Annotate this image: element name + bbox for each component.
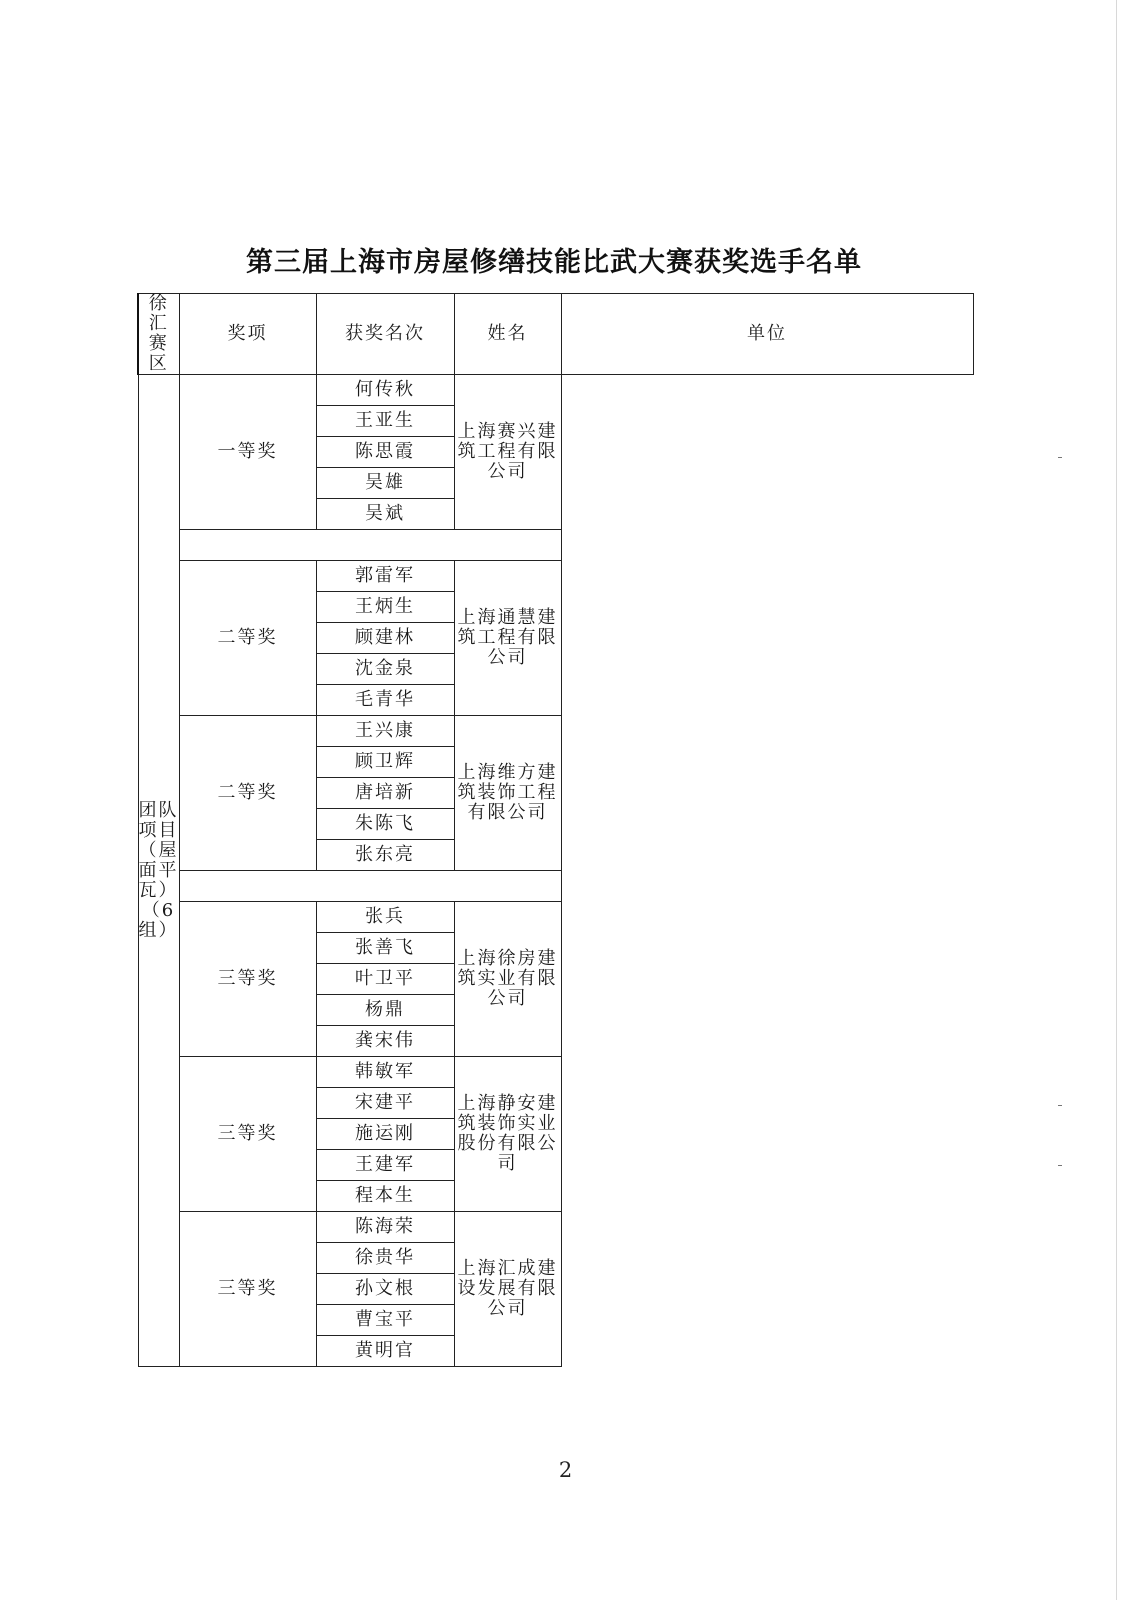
member-name-cell: 叶卫平 <box>316 964 454 995</box>
table-row <box>138 561 973 592</box>
header-name: 姓名 <box>454 294 561 375</box>
member-name-cell: 何传秋 <box>316 375 454 406</box>
unit-cell: 上海维方建筑装饰工程有限公司 <box>454 716 561 871</box>
member-name-cell: 龚宋伟 <box>316 1026 454 1057</box>
rank-cell: 一等奖 <box>179 375 316 530</box>
table-row <box>138 1057 973 1088</box>
member-name-cell: 宋建平 <box>316 1088 454 1119</box>
rank-cell: 二等奖 <box>179 561 316 716</box>
member-name-cell: 王建军 <box>316 1150 454 1181</box>
member-name-cell: 毛青华 <box>316 685 454 716</box>
header-category: 奖项 <box>179 294 316 375</box>
member-name-cell: 王亚生 <box>316 406 454 437</box>
member-name-cell: 施运刚 <box>316 1119 454 1150</box>
unit-cell: 上海赛兴建筑工程有限公司 <box>454 375 561 530</box>
scan-mark <box>1058 1165 1062 1166</box>
member-name-cell: 郭雷军 <box>316 561 454 592</box>
rank-cell: 三等奖 <box>179 1212 316 1367</box>
rank-cell: 二等奖 <box>179 716 316 871</box>
unit-cell: 上海汇成建设发展有限公司 <box>454 1212 561 1367</box>
member-name-cell: 张东亮 <box>316 840 454 871</box>
member-name-cell: 吴雄 <box>316 468 454 499</box>
event-item-cell: 团队项目 （屋面平 瓦） （6组） <box>138 375 179 1367</box>
table-row <box>138 1212 973 1243</box>
member-name-cell: 朱陈飞 <box>316 809 454 840</box>
member-name-cell: 杨鼎 <box>316 995 454 1026</box>
member-name-cell: 孙文根 <box>316 1274 454 1305</box>
header-rank: 获奖名次 <box>316 294 454 375</box>
member-name-cell: 唐培新 <box>316 778 454 809</box>
member-name-cell: 徐贵华 <box>316 1243 454 1274</box>
separator-cell <box>179 871 561 902</box>
member-name-cell: 张兵 <box>316 902 454 933</box>
separator-row <box>138 871 973 902</box>
member-name-cell: 陈思霞 <box>316 437 454 468</box>
member-name-cell: 程本生 <box>316 1181 454 1212</box>
award-table <box>137 293 974 1367</box>
header-unit: 单位 <box>561 294 973 375</box>
unit-cell: 上海通慧建筑工程有限公司 <box>454 561 561 716</box>
team-rows <box>138 375 973 1367</box>
separator-row <box>138 530 973 561</box>
page-edge-line <box>1116 0 1117 1600</box>
page-number: 2 <box>558 1458 573 1482</box>
member-name-cell: 沈金泉 <box>316 654 454 685</box>
rank-cell: 三等奖 <box>179 902 316 1057</box>
member-name-cell: 吴斌 <box>316 499 454 530</box>
scan-mark <box>1058 1105 1062 1106</box>
page-title: 第三届上海市房屋修缮技能比武大赛获奖选手名单 <box>246 247 862 278</box>
separator-cell <box>179 530 561 561</box>
header-row <box>138 294 973 375</box>
member-name-cell: 张善飞 <box>316 933 454 964</box>
member-name-cell: 陈海荣 <box>316 1212 454 1243</box>
table-row <box>138 902 973 933</box>
member-name-cell: 王兴康 <box>316 716 454 747</box>
region-cell: 徐 汇 赛 区 <box>138 294 179 375</box>
unit-cell: 上海静安建筑装饰实业股份有限公司 <box>454 1057 561 1212</box>
member-name-cell: 顾卫辉 <box>316 747 454 778</box>
rank-cell: 三等奖 <box>179 1057 316 1212</box>
member-name-cell: 黄明官 <box>316 1336 454 1367</box>
member-name-cell: 王炳生 <box>316 592 454 623</box>
unit-cell: 上海徐房建筑实业有限公司 <box>454 902 561 1057</box>
scan-mark <box>1058 457 1062 458</box>
member-name-cell: 顾建林 <box>316 623 454 654</box>
member-name-cell: 曹宝平 <box>316 1305 454 1336</box>
table-row <box>138 375 973 406</box>
member-name-cell: 韩敏军 <box>316 1057 454 1088</box>
table-row <box>138 716 973 747</box>
